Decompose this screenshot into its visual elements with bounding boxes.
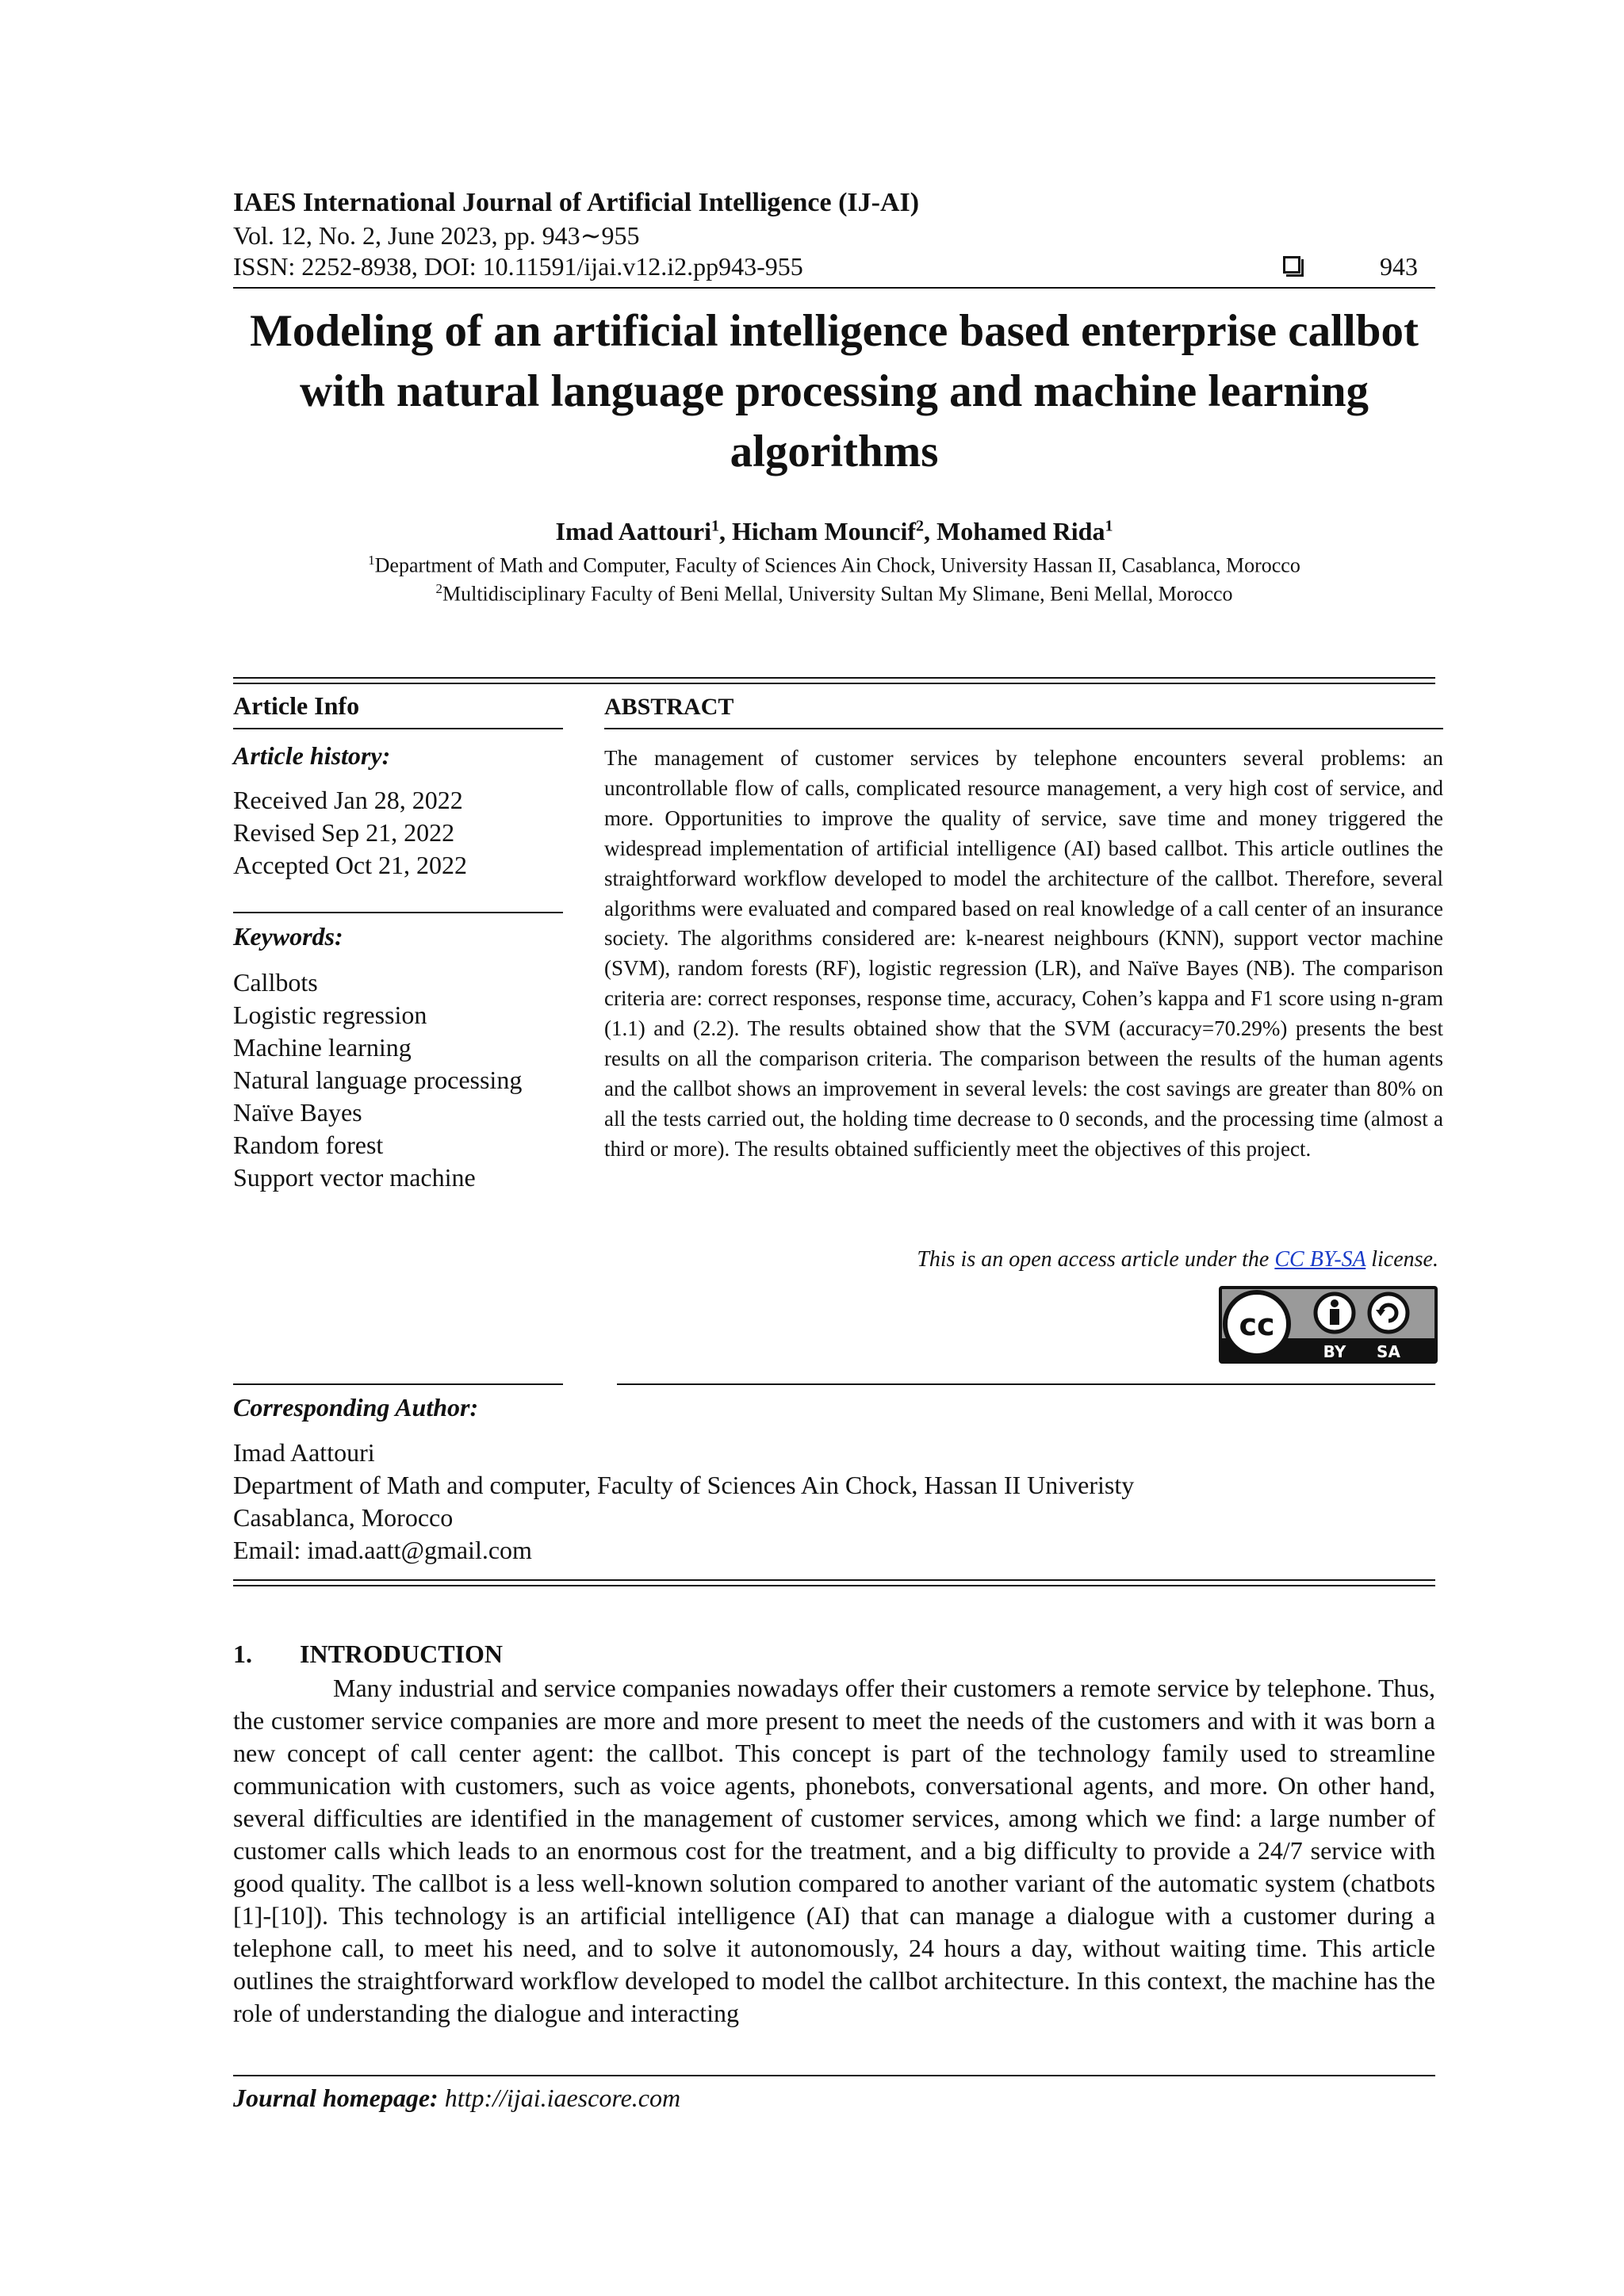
cc-label: cc [1239,1307,1275,1342]
keywords-list [233,966,522,1194]
affiliation [233,581,1435,607]
author-affil-mark: 1 [711,517,719,535]
article-history-list [233,784,467,882]
affiliation-mark: 1 [368,553,375,568]
corresponding-details [233,1437,1134,1567]
journal-homepage [233,2084,680,2113]
affiliation-text: Multidisciplinary Faculty of Beni Mellal, University Sultan My Slimane, Beni Mellal, Morocco [442,582,1233,606]
homepage-url[interactable]: http://ijai.iaescore.com [444,2084,681,2112]
author-affil-mark: 2 [915,517,924,535]
author-separator: , [719,517,732,545]
page-box-icon [1283,256,1300,274]
keyword-item: Random forest [233,1131,384,1159]
keyword-item: Natural language processing [233,1066,523,1094]
corresponding-email: Email: imad.aatt@gmail.com [233,1536,532,1564]
license-prefix: This is an open access article under the [917,1247,1275,1272]
abstract-text: The management of customer services by telephone encounters several problems: an uncontrollable flow of calls, complicated resource management, a very high cost of service, and more. Opportunities to improve the quality of service, save time and money triggered the widespread implementation of artificial intelligence (AI) based callbot. This article outlines the straightforward workflow developed to model the architecture of the callbot. Therefore, several algorithms were evaluated and compared based on real knowledge of a call center of an insurance society. The algorithms considered are: k-nearest neighbours (KNN), support vector machine (SVM), random forests (RF), logistic regression (LR), and Naïve Bayes (NB). The comparison criteria are: correct responses, response time, accuracy, Cohen’s kappa and F1 score using n-gram (1.1) and (2.2). The results obtained show that the SVM (accuracy=70.29%) presents the best results on all the comparison criteria. The comparison between the results of the human agents and the callbot shows an improvement in several levels: the cost savings are greater than 80% on all the tests carried out, the holding time decrease to 0 seconds, and the processing time (almost a third or more). The results obtained sufficiently meet the objectives of this project. [604,746,1443,1161]
license-link[interactable]: CC BY-SA [1274,1247,1366,1272]
author-separator: , [923,517,936,545]
introduction-text [233,1672,1435,2030]
cc-by-sa-badge-icon[interactable] [1219,1286,1438,1364]
journal-volume: Vol. 12, No. 2, June 2023, pp. 943∼955 [233,221,640,250]
section-end-rule-bottom [233,1585,1435,1586]
article-info-rule [233,728,563,729]
article-info-heading: Article Info [233,691,360,720]
history-received: Received Jan 28, 2022 [233,786,463,814]
footer-rule [233,2075,1435,2076]
license-statement [604,1247,1438,1272]
history-revised: Revised Sep 21, 2022 [233,818,455,847]
corresponding-department: Department of Math and computer, Faculty of Sciences Ain Chock, Hassan II Univeristy [233,1471,1135,1499]
keyword-item: Callbots [233,968,318,997]
keywords-rule [233,912,563,913]
author-affil-mark: 1 [1105,517,1113,535]
keyword-item: Support vector machine [233,1163,476,1192]
abstract-rule [604,728,1443,729]
affiliation [233,553,1435,578]
keywords-heading: Keywords: [233,922,343,951]
section-number: 1. [233,1640,252,1668]
by-label: BY [1323,1342,1346,1361]
page-number: 943 [1380,252,1418,281]
section-double-rule-bottom [233,683,1435,684]
section-title: INTRODUCTION [300,1640,504,1668]
introduction-body: Many industrial and service companies nowadays offer their customers a remote service by telephone. Thus, the customer service companies are more and more present to meet the needs of the customers and with it was born a new concept of call center agent: the callbot. This concept is part of the technology family used to streamline communication with customers, such as voice agents, phonebots, conversational agents, and more. On other hand, several difficulties are identified in the management of customer services, among which we find: a large number of customer calls which leads to an enormous cost for the treatment, and a big difficulty to provide a 24/7 service with good quality. The callbot is a less well-known solution compared to another variant of the automatic system (chatbots [1]-[10]). This technology is an artificial intelligence (AI) that can manage a dialogue with a customer during a telephone call, to meet his need, and to solve it autonomously, 24 hours a day, without waiting time. This article outlines the straightforward workflow developed to model the callbot architecture. In this context, the machine has the role of understanding the dialogue and interacting [233,1674,1435,2027]
sa-label: SA [1377,1342,1400,1361]
affiliation-mark: 2 [435,581,442,596]
keyword-item: Logistic regression [233,1001,427,1029]
abstract-heading: ABSTRACT [604,694,734,720]
corresponding-location: Casablanca, Morocco [233,1503,454,1532]
keyword-item: Naïve Bayes [233,1098,362,1127]
author-name: Imad Aattouri [555,517,711,545]
paper-title: Modeling of an artificial intelligence based enterprise callbot with natural language processing and machine learning algorithms [250,306,1419,476]
section-double-rule-top [233,677,1435,679]
corresponding-heading: Corresponding Author: [233,1393,479,1422]
affiliation-text: Department of Math and Computer, Faculty of Sciences Ain Chock, University Hassan II, Casablanca, Morocco [374,553,1300,577]
homepage-label: Journal homepage: [233,2084,439,2112]
introduction-heading [233,1640,503,1669]
author-name: Mohamed Rida [936,517,1105,545]
journal-name: IAES International Journal of Artificial Intelligence (IJ-AI) [233,188,920,217]
author-name: Hicham Mouncif [732,517,916,545]
corresponding-rule-left [233,1383,563,1385]
corresponding-rule-right [617,1383,1435,1385]
author-list [233,517,1435,546]
article-history-heading: Article history: [233,741,391,770]
history-accepted: Accepted Oct 21, 2022 [233,851,468,879]
journal-issn-doi: ISSN: 2252-8938, DOI: 10.11591/ijai.v12.i2.pp943-955 [233,252,803,281]
license-suffix: license. [1365,1247,1438,1272]
keyword-item: Machine learning [233,1033,412,1062]
corresponding-name: Imad Aattouri [233,1438,375,1467]
header-rule [233,287,1435,289]
section-end-rule-top [233,1579,1435,1581]
